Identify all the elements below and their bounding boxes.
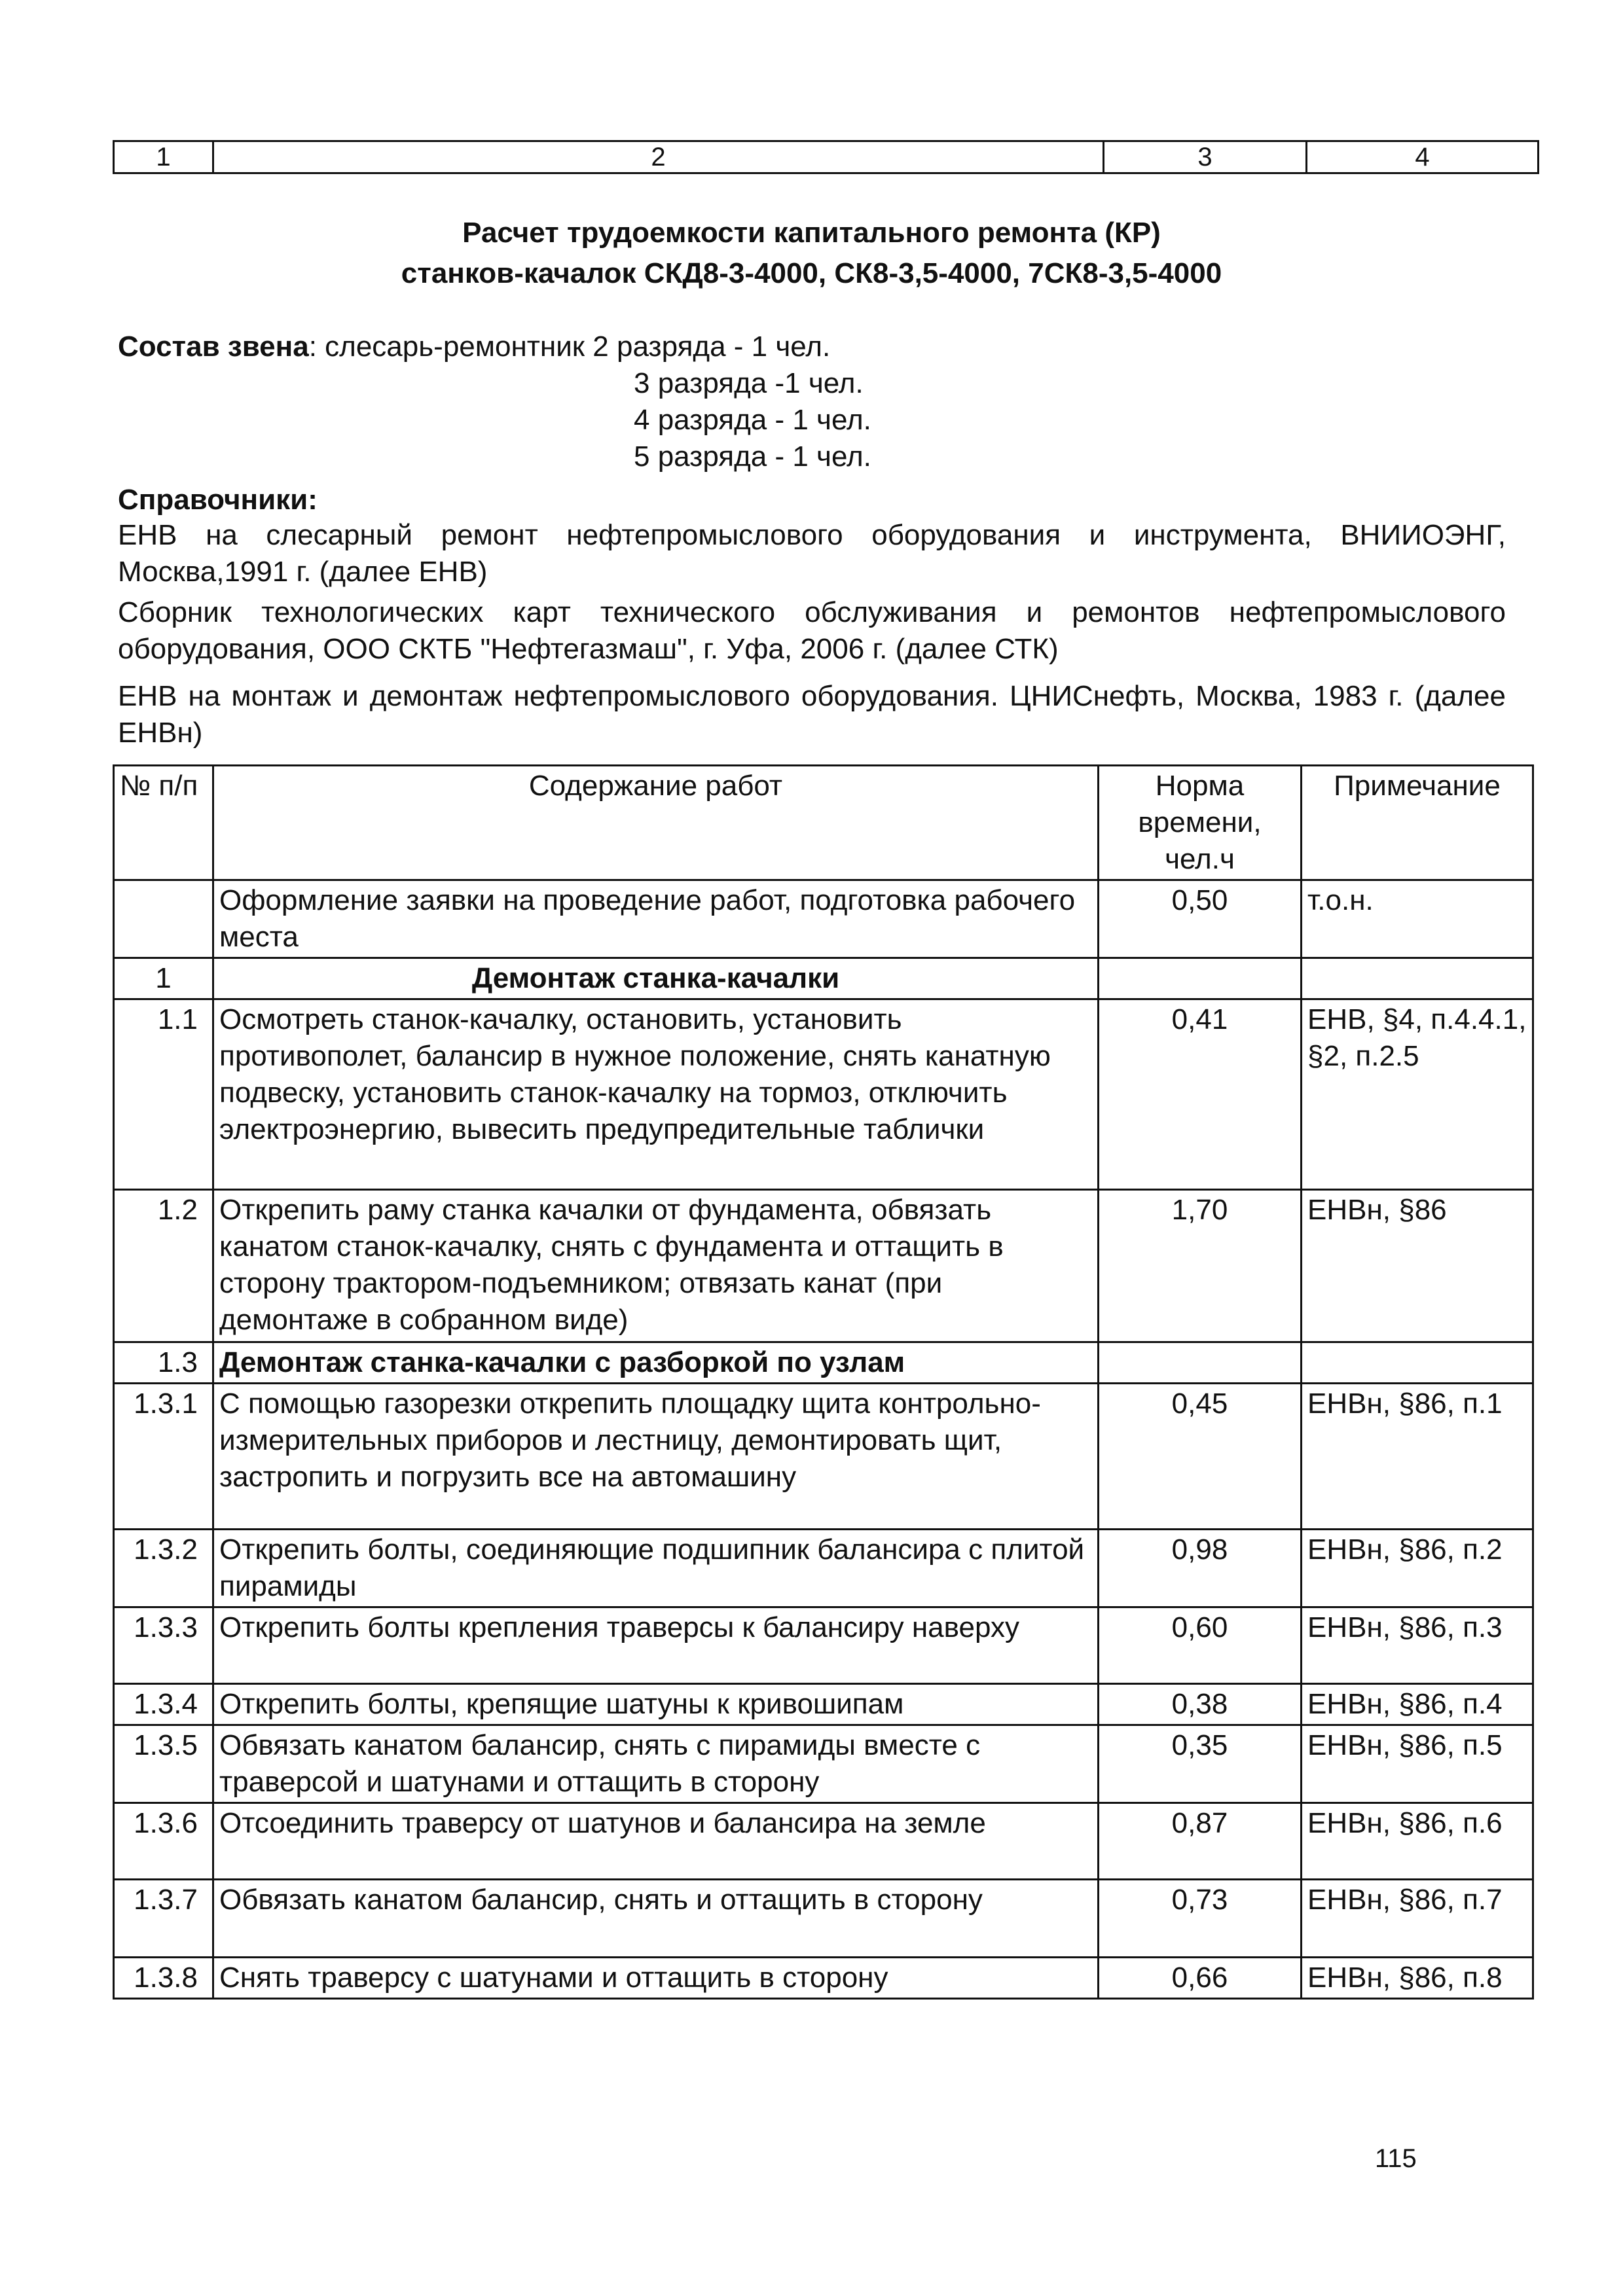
row-note: ЕНВн, §86 bbox=[1302, 1190, 1533, 1342]
row-num: 1.3.2 bbox=[114, 1530, 213, 1607]
column-number-row bbox=[113, 140, 1539, 174]
row-note: т.о.н. bbox=[1302, 880, 1533, 958]
row-note: ЕНВн, §86, п.1 bbox=[1302, 1384, 1533, 1530]
labor-table bbox=[113, 764, 1534, 2000]
row-num: 1.3.1 bbox=[114, 1384, 213, 1530]
row-num: 1.3.7 bbox=[114, 1880, 213, 1958]
table-row bbox=[114, 1958, 1533, 1999]
row-norm: 0,38 bbox=[1099, 1684, 1302, 1725]
row-norm: 0,45 bbox=[1099, 1384, 1302, 1530]
row-num: 1.3.3 bbox=[114, 1607, 213, 1684]
table-row bbox=[114, 1190, 1533, 1342]
row-content: Открепить раму станка качалки от фундамента, обвязать канатом станок-качалку, снять с фундамента и оттащить в сторону трактором-подъемником; отвязать канат (при демонтаже в собранном виде) bbox=[213, 1190, 1099, 1342]
row-note bbox=[1302, 958, 1533, 999]
reference-3: ЕНВ на монтаж и демонтаж нефтепромыслового оборудования. ЦНИСнефть, Москва, 1983 г. (далее ЕНВн) bbox=[118, 680, 1506, 749]
row-content: С помощью газорезки открепить площадку щита контрольно-измерительных приборов и лестницу, демонтировать щит, застропить и погрузить все на автомашину bbox=[213, 1384, 1099, 1530]
table-row bbox=[114, 1803, 1533, 1880]
column-number: 3 bbox=[1104, 141, 1307, 173]
row-num: 1.3.4 bbox=[114, 1684, 213, 1725]
row-content: Оформление заявки на проведение работ, подготовка рабочего места bbox=[213, 880, 1099, 958]
row-note: ЕНВн, §86, п.5 bbox=[1302, 1725, 1533, 1803]
crew-line-3: 4 разряда - 1 чел. bbox=[634, 404, 871, 436]
table-row bbox=[114, 1530, 1533, 1607]
row-content: Открепить болты, крепящие шатуны к кривошипам bbox=[213, 1684, 1099, 1725]
reference-2: Сборник технологических карт технического обслуживания и ремонтов нефтепромыслового оборудования, ООО СКТБ "Нефтегазмаш", г. Уфа, 2006 г. (далее СТК) bbox=[118, 596, 1506, 665]
row-content: Обвязать канатом балансир, снять с пирамиды вместе с траверсой и шатунами и оттащить в сторону bbox=[213, 1725, 1099, 1803]
table-header-row bbox=[114, 766, 1533, 880]
document-title-line-2: станков-качалок СКД8-3-4000, СК8-3,5-4000, 7СК8-3,5-4000 bbox=[401, 257, 1222, 289]
crew-line-1: : слесарь-ремонтник 2 разряда - 1 чел. bbox=[308, 331, 831, 363]
reference-1: ЕНВ на слесарный ремонт нефтепромыслового оборудования и инструмента, ВНИИОЭНГ, Москва,1991 г. (далее ЕНВ) bbox=[118, 519, 1506, 588]
column-number: 4 bbox=[1307, 141, 1539, 173]
row-norm: 0,41 bbox=[1099, 999, 1302, 1190]
table-row bbox=[114, 880, 1533, 958]
header-note: Примечание bbox=[1302, 766, 1533, 880]
row-num: 1.3.8 bbox=[114, 1958, 213, 1999]
row-norm: 0,87 bbox=[1099, 1803, 1302, 1880]
table-row bbox=[114, 958, 1533, 999]
row-content: Открепить болты крепления траверсы к балансиру наверху bbox=[213, 1607, 1099, 1684]
row-content: Демонтаж станка-качалки bbox=[213, 958, 1099, 999]
row-note: ЕНВн, §86, п.7 bbox=[1302, 1880, 1533, 1958]
document-title-line-1: Расчет трудоемкости капитального ремонта (КР) bbox=[462, 217, 1161, 249]
row-norm: 0,98 bbox=[1099, 1530, 1302, 1607]
page-number: 115 bbox=[1375, 2144, 1417, 2173]
row-content: Открепить болты, соединяющие подшипник балансира с плитой пирамиды bbox=[213, 1530, 1099, 1607]
row-num: 1.3.6 bbox=[114, 1803, 213, 1880]
table-row bbox=[114, 1684, 1533, 1725]
row-num: 1.3 bbox=[114, 1342, 213, 1384]
row-num: 1 bbox=[114, 958, 213, 999]
crew-label: Состав звена bbox=[118, 331, 309, 363]
row-content: Осмотреть станок-качалку, остановить, установить противополет, балансир в нужное положение, снять канатную подвеску, установить станок-качалку на тормоз, отключить электроэнергию, вывесить предупредительные таблички bbox=[213, 999, 1099, 1190]
crew-line-4: 5 разряда - 1 чел. bbox=[634, 440, 871, 473]
header-num: № п/п bbox=[114, 766, 213, 880]
row-num: 1.2 bbox=[114, 1190, 213, 1342]
row-note bbox=[1302, 1342, 1533, 1384]
row-note: ЕНВн, §86, п.4 bbox=[1302, 1684, 1533, 1725]
row-note: ЕНВн, §86, п.8 bbox=[1302, 1958, 1533, 1999]
header-norm: Норма времени, чел.ч bbox=[1099, 766, 1302, 880]
row-content: Отсоединить траверсу от шатунов и балансира на земле bbox=[213, 1803, 1099, 1880]
column-number: 2 bbox=[213, 141, 1104, 173]
row-norm bbox=[1099, 958, 1302, 999]
row-note: ЕНВн, §86, п.6 bbox=[1302, 1803, 1533, 1880]
row-num bbox=[114, 880, 213, 958]
row-norm: 0,60 bbox=[1099, 1607, 1302, 1684]
row-content: Снять траверсу с шатунами и оттащить в сторону bbox=[213, 1958, 1099, 1999]
row-norm: 0,66 bbox=[1099, 1958, 1302, 1999]
row-note: ЕНВ, §4, п.4.4.1, §2, п.2.5 bbox=[1302, 999, 1533, 1190]
row-norm: 0,50 bbox=[1099, 880, 1302, 958]
table-row bbox=[114, 999, 1533, 1190]
row-note: ЕНВн, §86, п.3 bbox=[1302, 1607, 1533, 1684]
row-num: 1.1 bbox=[114, 999, 213, 1190]
table-row bbox=[114, 1725, 1533, 1803]
table-row bbox=[114, 1384, 1533, 1530]
table-row bbox=[114, 1607, 1533, 1684]
crew-composition bbox=[118, 329, 830, 365]
row-num: 1.3.5 bbox=[114, 1725, 213, 1803]
table-row bbox=[114, 1342, 1533, 1384]
references-heading: Справочники: bbox=[118, 484, 318, 516]
row-content: Демонтаж станка-качалки с разборкой по узлам bbox=[213, 1342, 1099, 1384]
crew-line-2: 3 разряда -1 чел. bbox=[634, 367, 864, 399]
row-norm: 1,70 bbox=[1099, 1190, 1302, 1342]
row-norm: 0,35 bbox=[1099, 1725, 1302, 1803]
header-content: Содержание работ bbox=[213, 766, 1099, 880]
row-note: ЕНВн, §86, п.2 bbox=[1302, 1530, 1533, 1607]
table-row bbox=[114, 1880, 1533, 1958]
column-number: 1 bbox=[114, 141, 213, 173]
row-norm bbox=[1099, 1342, 1302, 1384]
row-content: Обвязать канатом балансир, снять и оттащить в сторону bbox=[213, 1880, 1099, 1958]
row-norm: 0,73 bbox=[1099, 1880, 1302, 1958]
